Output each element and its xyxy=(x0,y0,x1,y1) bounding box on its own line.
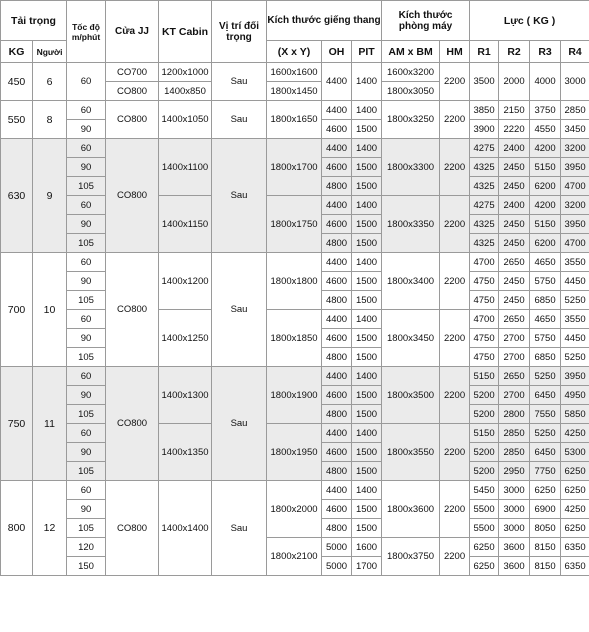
pit-cell: 1400 xyxy=(352,424,382,443)
r3-cell: 4000 xyxy=(530,63,561,101)
table-row xyxy=(1,424,589,443)
r2-cell: 2450 xyxy=(499,158,530,177)
r4-cell: 4450 xyxy=(561,329,589,348)
r1-cell: 5150 xyxy=(470,367,499,386)
pit-cell: 1400 xyxy=(352,101,382,120)
door-cell: CO700 xyxy=(106,63,159,82)
r3-cell: 6850 xyxy=(530,291,561,310)
hm-cell: 2200 xyxy=(440,538,470,576)
r1-cell: 4700 xyxy=(470,310,499,329)
speed-cell: 105 xyxy=(67,462,106,481)
pit-cell: 1600 xyxy=(352,538,382,557)
r1-cell: 5500 xyxy=(470,500,499,519)
r1-cell: 4750 xyxy=(470,348,499,367)
r1-cell: 3500 xyxy=(470,63,499,101)
xy-cell: 1600x1600 xyxy=(267,63,322,82)
r3-cell: 4650 xyxy=(530,253,561,272)
r3-cell: 6250 xyxy=(530,481,561,500)
r1-cell: 5450 xyxy=(470,481,499,500)
door-cell: CO800 xyxy=(106,101,159,139)
cabin-cell: 1400x1100 xyxy=(159,139,212,196)
oh-cell: 4400 xyxy=(322,424,352,443)
shaft-size-header: Kích thước giếng thang xyxy=(267,1,382,41)
table-row xyxy=(1,310,589,329)
position-cell: Sau xyxy=(212,63,267,101)
r2-cell: 2450 xyxy=(499,215,530,234)
table-row xyxy=(1,196,589,215)
r2-cell: 3000 xyxy=(499,519,530,538)
r3-cell: 7550 xyxy=(530,405,561,424)
r3-cell: 5750 xyxy=(530,329,561,348)
ambm-cell: 1800x3350 xyxy=(382,196,440,253)
table-row xyxy=(1,538,589,557)
pit-cell: 1500 xyxy=(352,120,382,139)
r1-cell: 4325 xyxy=(470,215,499,234)
cabin-cell: 1400x850 xyxy=(159,82,212,101)
r1-cell: 4700 xyxy=(470,253,499,272)
pit-cell: 1500 xyxy=(352,291,382,310)
table-row xyxy=(1,367,589,386)
r2-cell: 2800 xyxy=(499,405,530,424)
r4-cell: 3550 xyxy=(561,253,589,272)
persons-cell: 11 xyxy=(33,367,67,481)
oh-cell: 4400 xyxy=(322,101,352,120)
oh-cell: 4800 xyxy=(322,348,352,367)
pit-cell: 1500 xyxy=(352,177,382,196)
speed-cell: 90 xyxy=(67,386,106,405)
speed-cell: 90 xyxy=(67,443,106,462)
oh-cell: 4800 xyxy=(322,519,352,538)
pit-cell: 1500 xyxy=(352,462,382,481)
cabin-cell: 1400x1400 xyxy=(159,481,212,576)
oh-cell: 4800 xyxy=(322,234,352,253)
load-header: Tải trọng xyxy=(1,1,67,41)
r3-cell: 4550 xyxy=(530,120,561,139)
table-row xyxy=(1,139,589,158)
speed-cell: 105 xyxy=(67,177,106,196)
table-row xyxy=(1,63,589,82)
speed-cell: 60 xyxy=(67,196,106,215)
oh-cell: 4600 xyxy=(322,329,352,348)
hm-cell: 2200 xyxy=(440,310,470,367)
r2-cell: 2450 xyxy=(499,177,530,196)
xy-cell: 1800x2100 xyxy=(267,538,322,576)
oh-cell: 4800 xyxy=(322,291,352,310)
kg-header: KG xyxy=(1,41,33,63)
r2-cell: 2950 xyxy=(499,462,530,481)
r1-cell: 5200 xyxy=(470,443,499,462)
r2-cell: 2400 xyxy=(499,196,530,215)
speed-cell: 90 xyxy=(67,272,106,291)
r2-cell: 2450 xyxy=(499,272,530,291)
load-kg-cell: 750 xyxy=(1,367,33,481)
oh-cell: 4400 xyxy=(322,63,352,101)
ambm-cell: 1800x3450 xyxy=(382,310,440,367)
oh-cell: 4800 xyxy=(322,405,352,424)
oh-cell: 4600 xyxy=(322,386,352,405)
r4-cell: 3450 xyxy=(561,120,589,139)
r2-cell: 2700 xyxy=(499,386,530,405)
r1-cell: 6250 xyxy=(470,538,499,557)
r1-cell: 5200 xyxy=(470,386,499,405)
r3-cell: 6450 xyxy=(530,443,561,462)
r4-cell: 6250 xyxy=(561,519,589,538)
r4-cell: 4250 xyxy=(561,500,589,519)
pit-cell: 1700 xyxy=(352,557,382,576)
r1-cell: 5200 xyxy=(470,462,499,481)
position-cell: Sau xyxy=(212,139,267,253)
pit-cell: 1500 xyxy=(352,215,382,234)
machine-room-size-header: Kích thước phòng máy xyxy=(382,1,470,41)
speed-cell: 90 xyxy=(67,158,106,177)
hm-cell: 2200 xyxy=(440,196,470,253)
door-cell: CO800 xyxy=(106,253,159,367)
speed-cell: 105 xyxy=(67,405,106,424)
r1-cell: 6250 xyxy=(470,557,499,576)
r3-cell: 6200 xyxy=(530,177,561,196)
load-kg-cell: 550 xyxy=(1,101,33,139)
ambm-cell: 1800x3600 xyxy=(382,481,440,538)
ambm-cell: 1800x3050 xyxy=(382,82,440,101)
pit-cell: 1500 xyxy=(352,348,382,367)
hm-cell: 2200 xyxy=(440,481,470,538)
r3-cell: 7750 xyxy=(530,462,561,481)
ambm-cell: 1800x3550 xyxy=(382,424,440,481)
r3-cell: 6450 xyxy=(530,386,561,405)
r4-cell: 3200 xyxy=(561,196,589,215)
r2-cell: 2850 xyxy=(499,424,530,443)
oh-cell: 4800 xyxy=(322,462,352,481)
ambm-cell: 1800x3400 xyxy=(382,253,440,310)
r4-cell: 4950 xyxy=(561,386,589,405)
xy-cell: 1800x1750 xyxy=(267,196,322,253)
r1-header: R1 xyxy=(470,41,499,63)
r4-cell: 4700 xyxy=(561,234,589,253)
r4-cell: 5300 xyxy=(561,443,589,462)
cabin-cell: 1400x1050 xyxy=(159,101,212,139)
r4-cell: 2850 xyxy=(561,101,589,120)
r2-cell: 2150 xyxy=(499,101,530,120)
pit-cell: 1500 xyxy=(352,386,382,405)
r4-cell: 4450 xyxy=(561,272,589,291)
r1-cell: 4275 xyxy=(470,196,499,215)
r3-cell: 5150 xyxy=(530,215,561,234)
speed-cell: 150 xyxy=(67,557,106,576)
hm-cell: 2200 xyxy=(440,63,470,101)
position-cell: Sau xyxy=(212,253,267,367)
pit-cell: 1400 xyxy=(352,253,382,272)
oh-cell: 4400 xyxy=(322,253,352,272)
ambm-cell: 1800x3750 xyxy=(382,538,440,576)
r2-cell: 2000 xyxy=(499,63,530,101)
r2-cell: 2650 xyxy=(499,253,530,272)
r3-cell: 6900 xyxy=(530,500,561,519)
r4-cell: 3200 xyxy=(561,139,589,158)
r4-header: R4 xyxy=(561,41,589,63)
r2-cell: 2650 xyxy=(499,367,530,386)
r2-cell: 2700 xyxy=(499,348,530,367)
speed-cell: 60 xyxy=(67,101,106,120)
oh-cell: 4800 xyxy=(322,177,352,196)
r3-cell: 4200 xyxy=(530,139,561,158)
ambm-cell: 1600x3200 xyxy=(382,63,440,82)
load-kg-cell: 630 xyxy=(1,139,33,253)
r1-cell: 4325 xyxy=(470,234,499,253)
position-cell: Sau xyxy=(212,481,267,576)
r4-cell: 3550 xyxy=(561,310,589,329)
r1-cell: 3900 xyxy=(470,120,499,139)
r4-cell: 6350 xyxy=(561,557,589,576)
cabin-cell: 1400x1350 xyxy=(159,424,212,481)
oh-cell: 4400 xyxy=(322,139,352,158)
oh-cell: 4600 xyxy=(322,215,352,234)
cabin-cell: 1400x1200 xyxy=(159,253,212,310)
hm-cell: 2200 xyxy=(440,424,470,481)
r1-cell: 4325 xyxy=(470,158,499,177)
oh-cell: 4400 xyxy=(322,481,352,500)
xy-cell: 1800x1700 xyxy=(267,139,322,196)
xy-cell: 1800x1950 xyxy=(267,424,322,481)
r3-header: R3 xyxy=(530,41,561,63)
xy-cell: 1800x2000 xyxy=(267,481,322,538)
pit-cell: 1500 xyxy=(352,158,382,177)
oh-cell: 5000 xyxy=(322,557,352,576)
oh-cell: 4600 xyxy=(322,158,352,177)
r2-cell: 3600 xyxy=(499,538,530,557)
speed-cell: 90 xyxy=(67,500,106,519)
persons-cell: 10 xyxy=(33,253,67,367)
r3-cell: 6200 xyxy=(530,234,561,253)
oh-cell: 4400 xyxy=(322,196,352,215)
ambm-cell: 1800x3300 xyxy=(382,139,440,196)
cabin-cell: 1400x1250 xyxy=(159,310,212,367)
pit-cell: 1500 xyxy=(352,405,382,424)
pit-cell: 1500 xyxy=(352,329,382,348)
r1-cell: 5500 xyxy=(470,519,499,538)
oh-cell: 4400 xyxy=(322,310,352,329)
r4-cell: 5850 xyxy=(561,405,589,424)
pit-cell: 1400 xyxy=(352,63,382,101)
speed-cell: 105 xyxy=(67,519,106,538)
r1-cell: 4275 xyxy=(470,139,499,158)
r4-cell: 6250 xyxy=(561,481,589,500)
r3-cell: 8050 xyxy=(530,519,561,538)
r2-cell: 2450 xyxy=(499,234,530,253)
pit-cell: 1500 xyxy=(352,500,382,519)
table-row xyxy=(1,481,589,500)
pit-cell: 1500 xyxy=(352,443,382,462)
persons-cell: 12 xyxy=(33,481,67,576)
hm-cell: 2200 xyxy=(440,139,470,196)
xy-cell: 1800x1450 xyxy=(267,82,322,101)
hm-header: HM xyxy=(440,41,470,63)
speed-cell: 60 xyxy=(67,139,106,158)
r4-cell: 3000 xyxy=(561,63,589,101)
pit-header: PIT xyxy=(352,41,382,63)
r2-header: R2 xyxy=(499,41,530,63)
r4-cell: 3950 xyxy=(561,215,589,234)
force-header: Lực ( KG ) xyxy=(470,1,589,41)
pit-cell: 1400 xyxy=(352,310,382,329)
r1-cell: 4750 xyxy=(470,329,499,348)
r3-cell: 6850 xyxy=(530,348,561,367)
door-header: Cửa JJ xyxy=(106,1,159,63)
xy-cell: 1800x1650 xyxy=(267,101,322,139)
r1-cell: 4325 xyxy=(470,177,499,196)
r4-cell: 5250 xyxy=(561,291,589,310)
r1-cell: 5150 xyxy=(470,424,499,443)
speed-cell: 60 xyxy=(67,481,106,500)
door-cell: CO800 xyxy=(106,367,159,481)
cabin-cell: 1400x1150 xyxy=(159,196,212,253)
oh-cell: 4400 xyxy=(322,367,352,386)
speed-cell: 120 xyxy=(67,538,106,557)
r3-cell: 4650 xyxy=(530,310,561,329)
cabin-cell: 1400x1300 xyxy=(159,367,212,424)
speed-cell: 60 xyxy=(67,63,106,101)
header-row-1 xyxy=(1,1,589,41)
speed-cell: 105 xyxy=(67,234,106,253)
r2-cell: 3000 xyxy=(499,500,530,519)
speed-cell: 60 xyxy=(67,253,106,272)
table-row xyxy=(1,253,589,272)
load-kg-cell: 450 xyxy=(1,63,33,101)
r3-cell: 5750 xyxy=(530,272,561,291)
r4-cell: 3950 xyxy=(561,367,589,386)
pit-cell: 1400 xyxy=(352,139,382,158)
speed-cell: 90 xyxy=(67,329,106,348)
cabin-cell: 1200x1000 xyxy=(159,63,212,82)
ambm-cell: 1800x3250 xyxy=(382,101,440,139)
position-cell: Sau xyxy=(212,101,267,139)
persons-cell: 9 xyxy=(33,139,67,253)
oh-cell: 4600 xyxy=(322,500,352,519)
r4-cell: 4250 xyxy=(561,424,589,443)
oh-cell: 4600 xyxy=(322,443,352,462)
load-kg-cell: 700 xyxy=(1,253,33,367)
speed-cell: 105 xyxy=(67,348,106,367)
r1-cell: 5200 xyxy=(470,405,499,424)
r2-cell: 2220 xyxy=(499,120,530,139)
r1-cell: 4750 xyxy=(470,291,499,310)
r4-cell: 6350 xyxy=(561,538,589,557)
pit-cell: 1500 xyxy=(352,272,382,291)
pit-cell: 1400 xyxy=(352,481,382,500)
pit-cell: 1400 xyxy=(352,196,382,215)
oh-cell: 4600 xyxy=(322,272,352,291)
pit-cell: 1500 xyxy=(352,519,382,538)
r2-cell: 2650 xyxy=(499,310,530,329)
r3-cell: 5150 xyxy=(530,158,561,177)
r2-cell: 2450 xyxy=(499,291,530,310)
xy-header: (X x Y) xyxy=(267,41,322,63)
ambm-header: AM x BM xyxy=(382,41,440,63)
r4-cell: 5250 xyxy=(561,348,589,367)
r3-cell: 5250 xyxy=(530,424,561,443)
r2-cell: 2400 xyxy=(499,139,530,158)
r3-cell: 8150 xyxy=(530,538,561,557)
r1-cell: 4750 xyxy=(470,272,499,291)
load-kg-cell: 800 xyxy=(1,481,33,576)
speed-cell: 60 xyxy=(67,424,106,443)
r4-cell: 6250 xyxy=(561,462,589,481)
door-cell: CO800 xyxy=(106,481,159,576)
xy-cell: 1800x1900 xyxy=(267,367,322,424)
persons-header: Người xyxy=(33,41,67,63)
oh-cell: 4600 xyxy=(322,120,352,139)
r2-cell: 3000 xyxy=(499,481,530,500)
r3-cell: 4200 xyxy=(530,196,561,215)
table-row xyxy=(1,101,589,120)
r3-cell: 8150 xyxy=(530,557,561,576)
persons-cell: 6 xyxy=(33,63,67,101)
hm-cell: 2200 xyxy=(440,367,470,424)
speed-cell: 90 xyxy=(67,215,106,234)
xy-cell: 1800x1850 xyxy=(267,310,322,367)
r4-cell: 3950 xyxy=(561,158,589,177)
hm-cell: 2200 xyxy=(440,101,470,139)
r3-cell: 5250 xyxy=(530,367,561,386)
door-cell: CO800 xyxy=(106,82,159,101)
speed-header: Tốc độ m/phút xyxy=(67,1,106,63)
position-cell: Sau xyxy=(212,367,267,481)
pit-cell: 1500 xyxy=(352,234,382,253)
cabin-header: KT Cabin xyxy=(159,1,212,63)
r2-cell: 2850 xyxy=(499,443,530,462)
r3-cell: 3750 xyxy=(530,101,561,120)
oh-cell: 5000 xyxy=(322,538,352,557)
persons-cell: 8 xyxy=(33,101,67,139)
pit-cell: 1400 xyxy=(352,367,382,386)
speed-cell: 60 xyxy=(67,310,106,329)
speed-cell: 90 xyxy=(67,120,106,139)
r1-cell: 3850 xyxy=(470,101,499,120)
r2-cell: 3600 xyxy=(499,557,530,576)
hm-cell: 2200 xyxy=(440,253,470,310)
ambm-cell: 1800x3500 xyxy=(382,367,440,424)
r2-cell: 2700 xyxy=(499,329,530,348)
door-cell: CO800 xyxy=(106,139,159,253)
oh-header: OH xyxy=(322,41,352,63)
xy-cell: 1800x1800 xyxy=(267,253,322,310)
speed-cell: 105 xyxy=(67,291,106,310)
r4-cell: 4700 xyxy=(561,177,589,196)
counterweight-position-header: Vị trí đối trọng xyxy=(212,1,267,63)
speed-cell: 60 xyxy=(67,367,106,386)
